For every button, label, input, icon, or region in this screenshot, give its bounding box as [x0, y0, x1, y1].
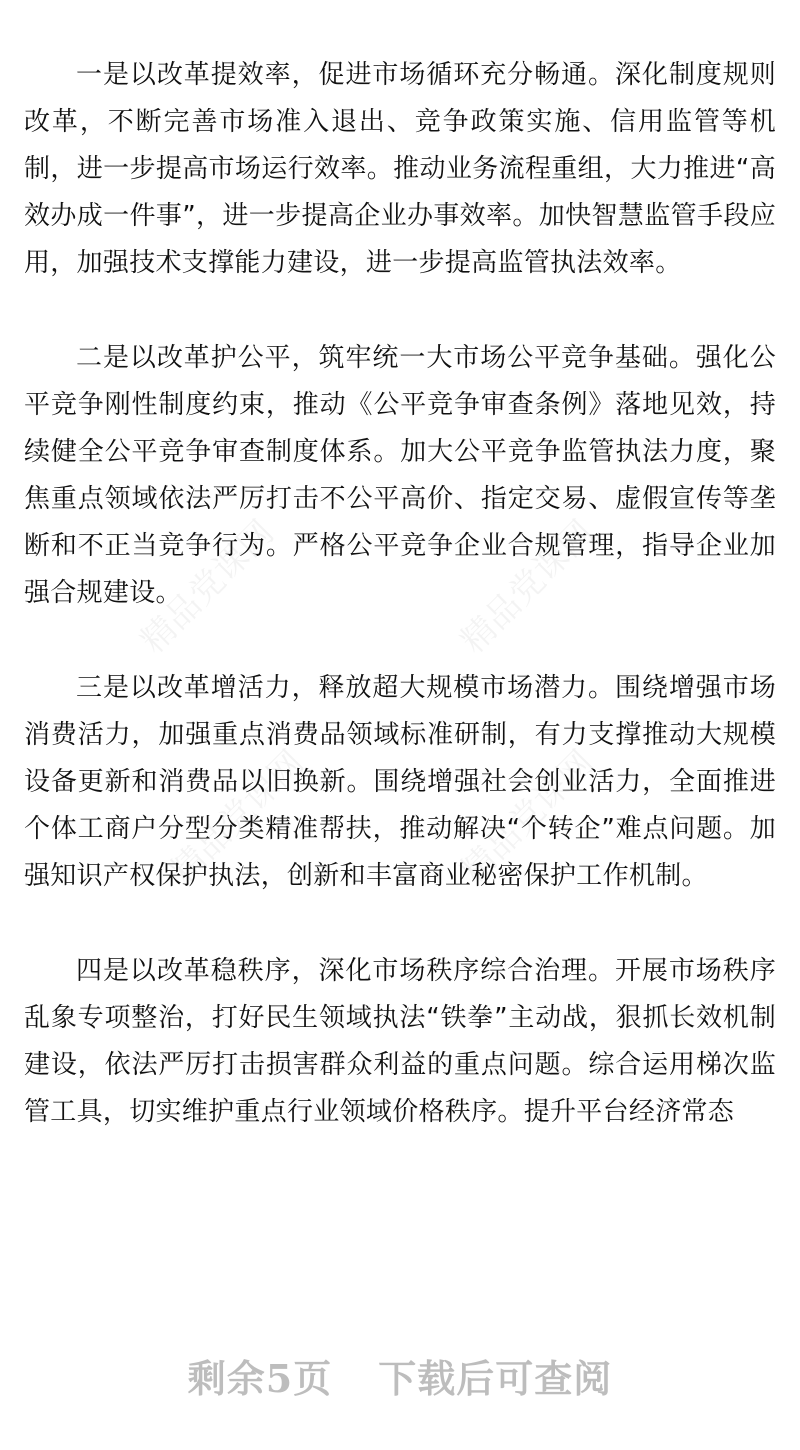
document-body — [24, 52, 776, 1184]
download-hint-label: 下载后可查阅 — [378, 1356, 613, 1401]
paragraph-fairness: 二是以改革护公平，筑牢统一大市场公平竞争基础。强化公平竞争刚性制度约束，推动《公平竞争审查条例》落地见效，持续健全公平竞争审查制度体系。加大公平竞争监管执法力度，聚焦重点领域依法严厉打击不公平高价、指定交易、虚假宣传等垄断和不正当竞争行为。严格公平竞争企业合规管理，指导企业加强合规建设。 — [24, 343, 776, 608]
download-prompt[interactable] — [0, 1348, 800, 1403]
paragraph-efficiency: 一是以改革提效率，促进市场循环充分畅通。深化制度规则改革，不断完善市场准入退出、竞争政策实施、信用监管等机制，进一步提高市场运行效率。推动业务流程重组，大力推进“高效办成一件事”，进一步提高企业办事效率。加快智慧监管手段应用，加强技术支撑能力建设，进一步提高监管执法效率。 — [24, 60, 776, 278]
paragraph-vitality: 三是以改革增活力，释放超大规模市场潜力。围绕增强市场消费活力，加强重点消费品领域标准研制，有力支撑推动大规模设备更新和消费品以旧换新。围绕增强社会创业活力，全面推进个体工商户分型分类精准帮扶，推动解决“个转企”难点问题。加强知识产权保护执法，创新和丰富商业秘密保护工作机制。 — [24, 673, 776, 891]
paragraph-order: 四是以改革稳秩序，深化市场秩序综合治理。开展市场秩序乱象专项整治，打好民生领域执法“铁拳”主动战，狠抓长效机制建设，依法严厉打击损害群众利益的重点问题。综合运用梯次监管工具，切实维护重点行业领域价格秩序。提升平台经济常态 — [24, 956, 776, 1127]
remaining-pages-label: 剩余5页 — [187, 1356, 333, 1401]
